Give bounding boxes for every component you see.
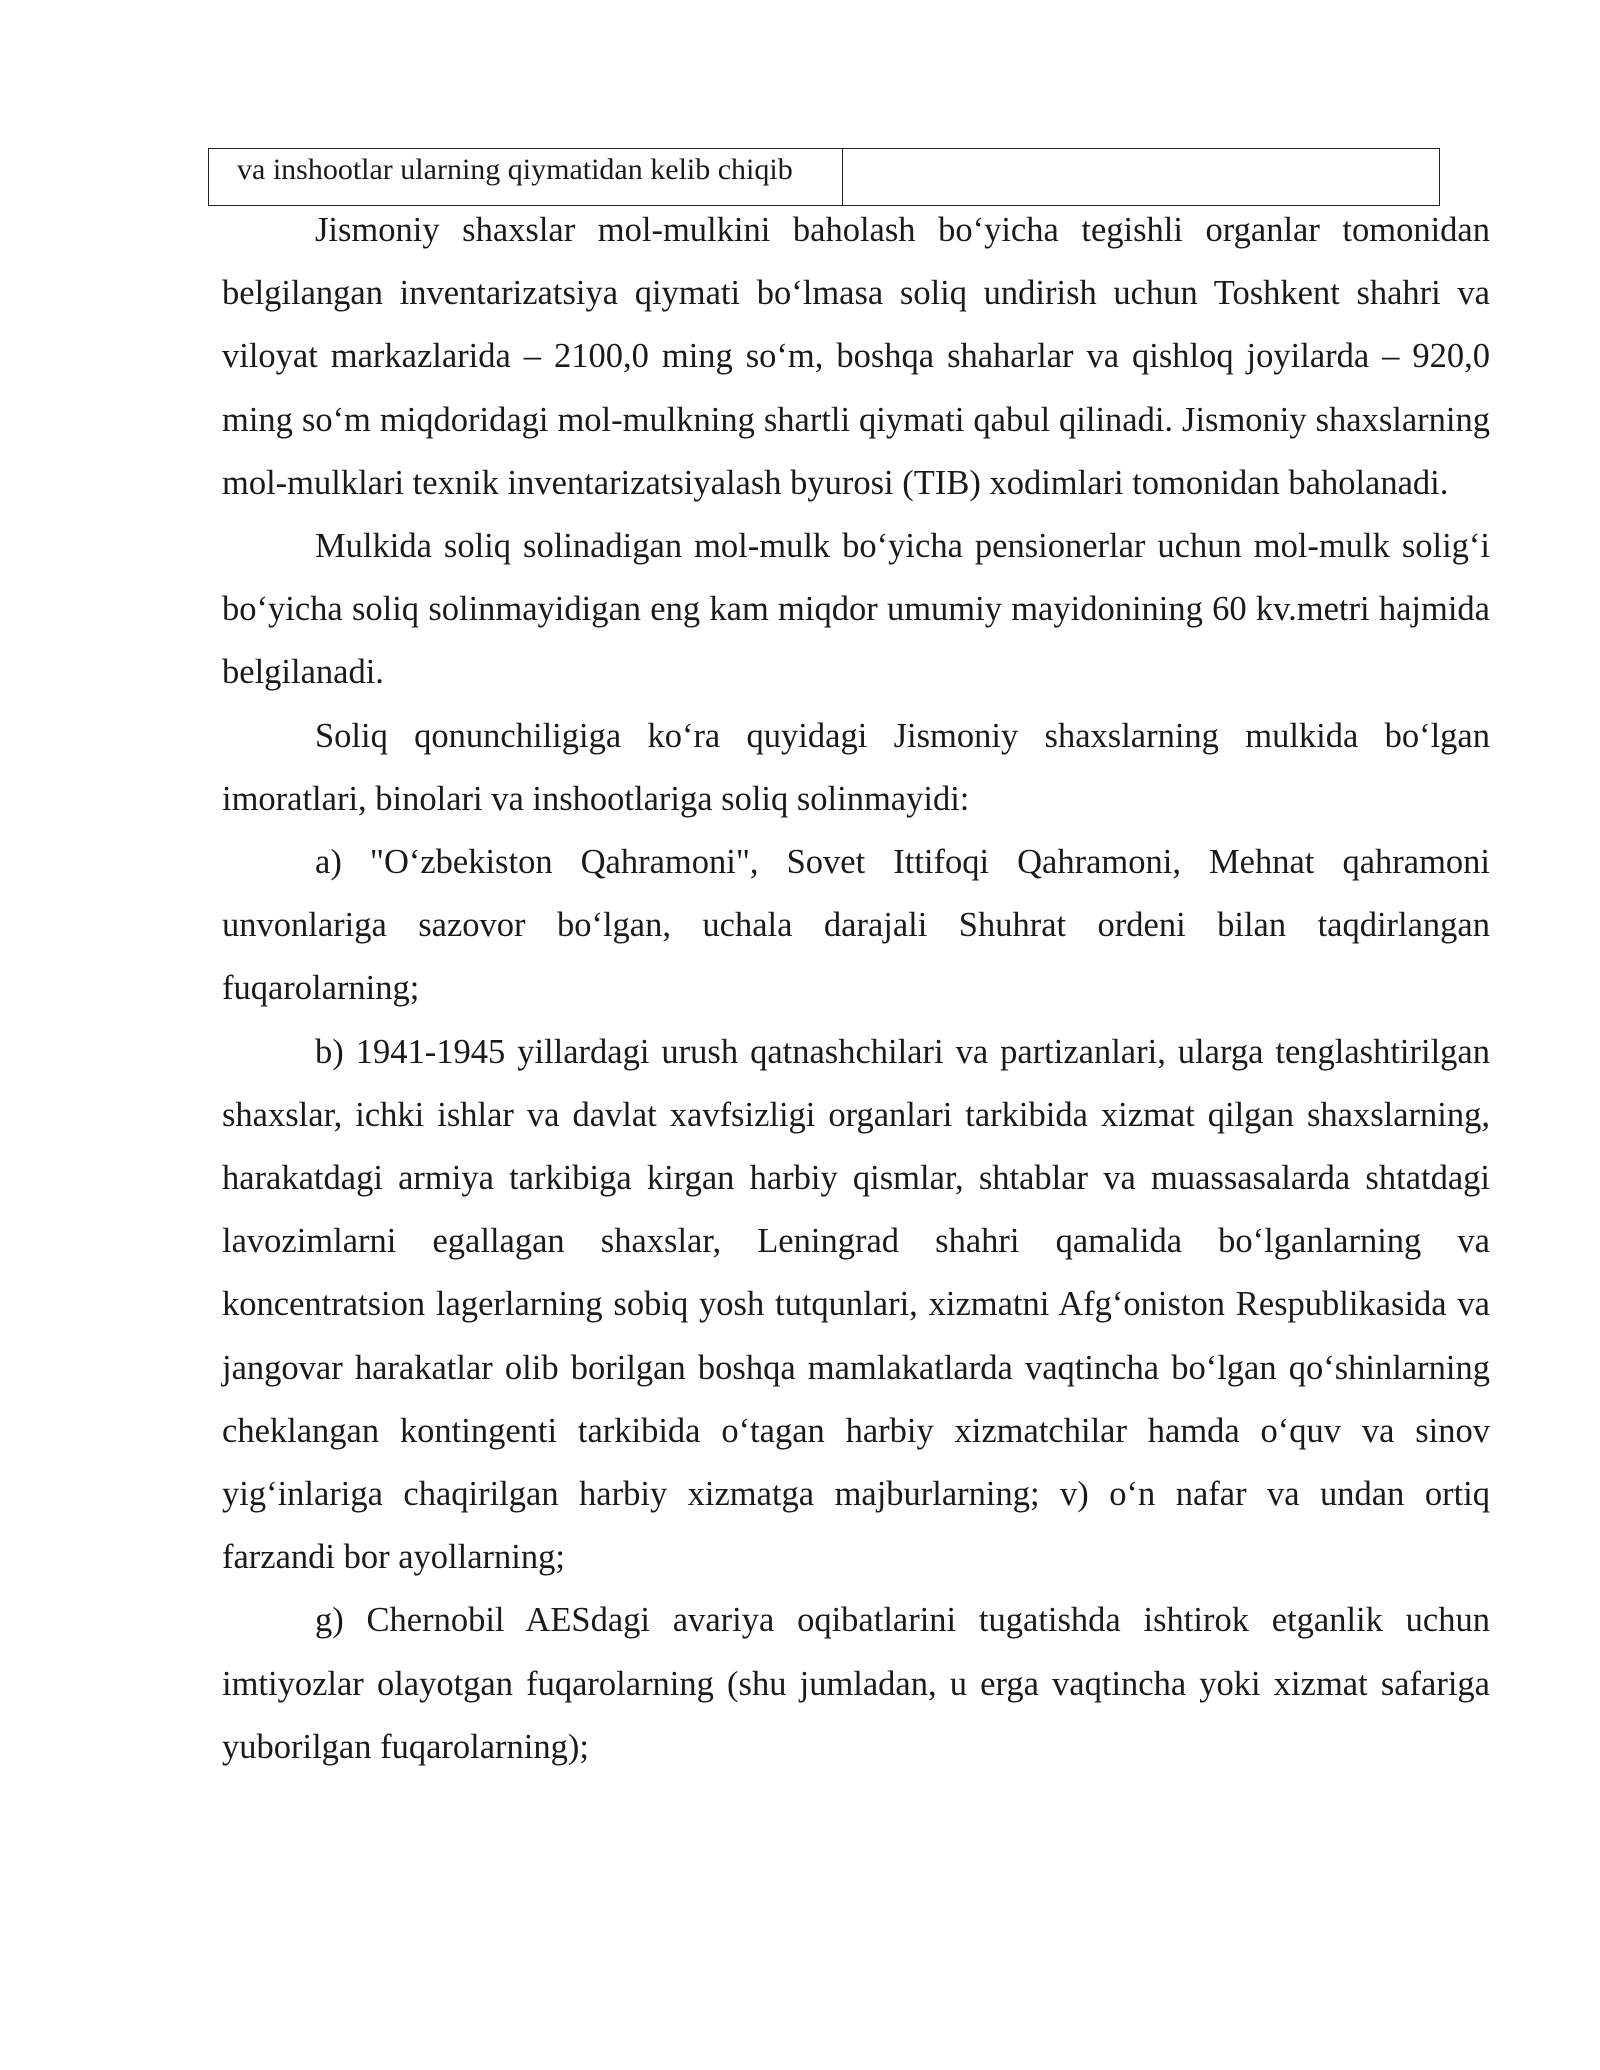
paragraph-item-b: b) 1941-1945 yillardagi urush qatnashchilari va partizanlari, ularga tenglashtirilgan shaxslar, ichki ishlar va davlat xavfsizligi organlari tarkibida xizmat qilgan shaxslarning, harakatdagi armiya tarkibiga kirgan harbiy qismlar, shtablar va muassasalarda shtatdagi lavozimlarni egallagan shaxslar, Leningrad shahri qamalida bo‘lganlarning va koncentratsion lagerlarning sobiq yosh tutqunlari, xizmatni Afg‘oniston Respublikasida va jangovar harakatlar olib borilgan boshqa mamlakatlarda vaqtincha bo‘lgan qo‘shinlarning cheklangan kontingenti tarkibida o‘tagan harbiy xizmatchilar hamda o‘quv va sinov yig‘inlariga chaqirilgan harbiy xizmatga majburlarning; v) o‘n nafar va undan ortiq farzandi bor ayollarning;	[222, 1032, 1490, 1577]
table-cell-left: va inshootlar ularning qiymatidan kelib chiqib	[209, 149, 843, 205]
table-fragment	[208, 148, 1440, 206]
paragraph-item-g: g) Chernobil AESdagi avariya oqibatlarini tugatishda ishtirok etganlik uchun imtiyozlar olayotgan fuqarolarning (shu jumladan, u erga vaqtincha yoki xizmat safariga yuborilgan fuqarolarning);	[222, 1601, 1490, 1766]
table-cell-right	[843, 149, 1439, 205]
paragraph-item-a: a) "O‘zbekiston Qahramoni", Sovet Ittifoqi Qahramoni, Mehnat qahramoni unvonlariga sazovor bo‘lgan, uchala darajali Shuhrat ordeni bilan taqdirlangan fuqarolarning;	[222, 843, 1490, 1008]
paragraph-pensioners-exemption: Mulkida soliq solinadigan mol-mulk bo‘yicha pensionerlar uchun mol-mulk solig‘i bo‘yicha soliq solinmayidigan eng kam miqdor umumiy mayidonining 60 kv.metri hajmida belgilanadi.	[222, 527, 1490, 692]
paragraph-property-valuation: Jismoniy shaxslar mol-mulkini baholash bo‘yicha tegishli organlar tomonidan belgilangan inventarizatsiya qiymati bo‘lmasa soliq undirish uchun Toshkent shahri va viloyat markazlarida – 2100,0 ming so‘m, boshqa shaharlar va qishloq joyilarda – 920,0 ming so‘m miqdoridagi mol-mulkning shartli qiymati qabul qilinadi. Jismoniy shaxslarning mol-mulklari texnik inventarizatsiyalash byurosi (TIB) xodimlari tomonidan baholanadi.	[222, 211, 1490, 502]
paragraph-exempt-list-intro: Soliq qonunchiligiga ko‘ra quyidagi Jismoniy shaxslarning mulkida bo‘lgan imoratlari, binolari va inshootlariga soliq solinmayidi:	[222, 716, 1490, 818]
document-body	[222, 199, 1490, 1779]
